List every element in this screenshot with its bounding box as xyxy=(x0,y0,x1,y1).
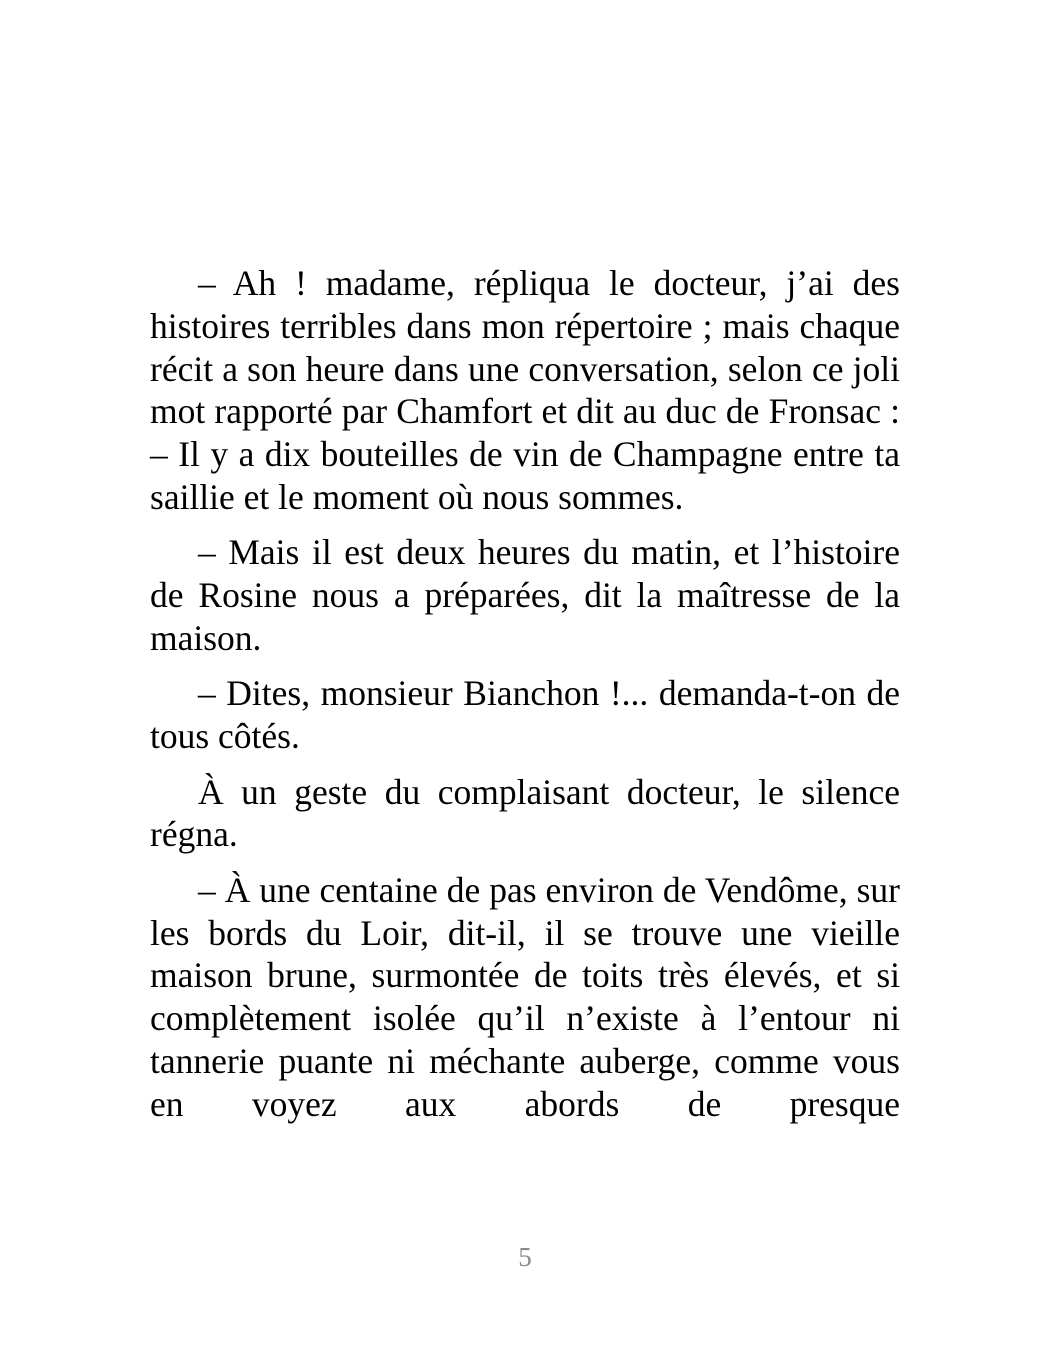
body-text xyxy=(150,262,900,1138)
paragraph-3: – Dites, monsieur Bianchon !... demanda-t-on de tous côtés. xyxy=(150,673,900,757)
paragraph-2: – Mais il est deux heures du matin, et l’histoire de Rosine nous a préparées, dit la maîtresse de la maison. xyxy=(150,532,900,658)
paragraph-1: – Ah ! madame, répliqua le docteur, j’ai des histoires terribles dans mon répertoire ; mais chaque récit a son heure dans une conversation, selon ce joli mot rapporté par Chamfort et dit au duc de Fronsac : – Il y a dix bouteilles de vin de Champagne entre ta saillie et le moment où nous sommes. xyxy=(150,263,900,517)
paragraph-4: À un geste du complaisant docteur, le silence régna. xyxy=(150,771,900,855)
paragraph-5: – À une centaine de pas environ de Vendôme, sur les bords du Loir, dit-il, il se trouve une vieille maison brune, surmontée de toits très élevés, et si complètement isolée qu’il n’existe à l’entour ni tannerie puante ni méchante auberge, comme vous en voyez aux abords de presque xyxy=(150,869,900,1124)
page-number: 5 xyxy=(518,1242,532,1272)
